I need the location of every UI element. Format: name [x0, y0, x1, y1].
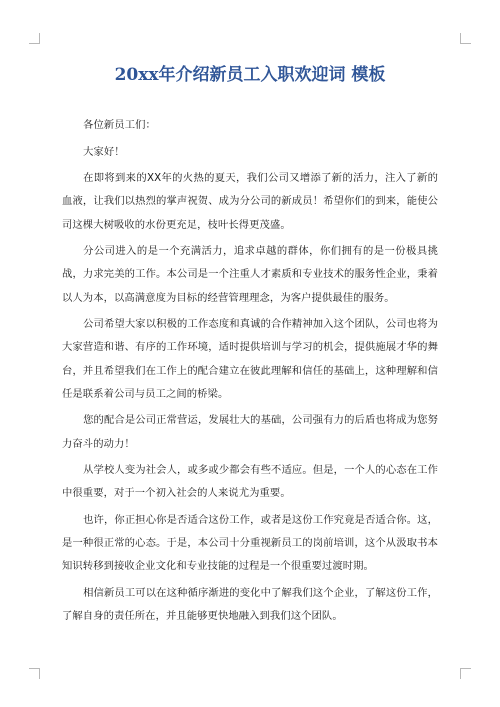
corner-mark-top-right — [460, 33, 471, 44]
paragraph: 相信新员工可以在这种循序渐进的变化中了解我们这个企业，了解这份工作，了解自身的责任所在，并且能够更快地融入到我们这个团队。 — [62, 586, 438, 623]
paragraph: 您的配合是公司正常营运，发展壮大的基础，公司强有力的后盾也将成为您努力奋斗的动力！ — [62, 414, 438, 450]
paragraph: 在即将到来的XX年的火热的夏天，我们公司又增添了新的活力，注入了新的血液，让我们以热烈的掌声祝贺、成为分公司的新成员！希望你们的到来，能使公司这棵大树吸收的水份更充足，枝叶长得更茂盛。 — [62, 172, 438, 231]
paragraph: 分公司进入的是一个充满活力，追求卓越的群体，你们拥有的是一份极具挑战，力求完美的工作。本公司是一个注重人才素质和专业技术的服务性企业，秉着以人为本，以高满意度为目标的经营管理理念，为客户提供最佳的服务。 — [62, 245, 438, 304]
document-body — [62, 114, 438, 632]
greeting-line: 各位新员工们： — [83, 119, 156, 131]
paragraph: 从学校人变为社会人，或多或少都会有些不适应。但是，一个人的心态在工作中很重要，对于一个初入社会的人来说尤为重要。 — [62, 464, 438, 500]
corner-mark-bottom-right — [460, 668, 471, 679]
corner-mark-bottom-left — [29, 668, 40, 679]
corner-mark-top-left — [29, 33, 40, 44]
paragraph: 也许，你正担心你是否适合这份工作，或者是这份工作究竟是否适合你。这，是一种很正常的心态。于是，本公司十分重视新员工的岗前培训，这个从汲取书本知识转移到接收企业文化和专业技能的过程是一个很重要过渡时期。 — [62, 513, 438, 573]
paragraph: 公司希望大家以积极的工作态度和真诚的合作精神加入这个团队，公司也将为大家营造和谐、有序的工作环境，适时提供培训与学习的机会，提供施展才华的舞台，并且希望我们在工作上的配合建立在彼此理解和信任的基础上，这种理解和信任是联系着公司与员工之间的桥梁。 — [62, 318, 438, 400]
document-title: 20xx年介绍新员工入职欢迎词 模板 — [114, 65, 386, 85]
paragraph: 大家好！ — [83, 145, 125, 158]
